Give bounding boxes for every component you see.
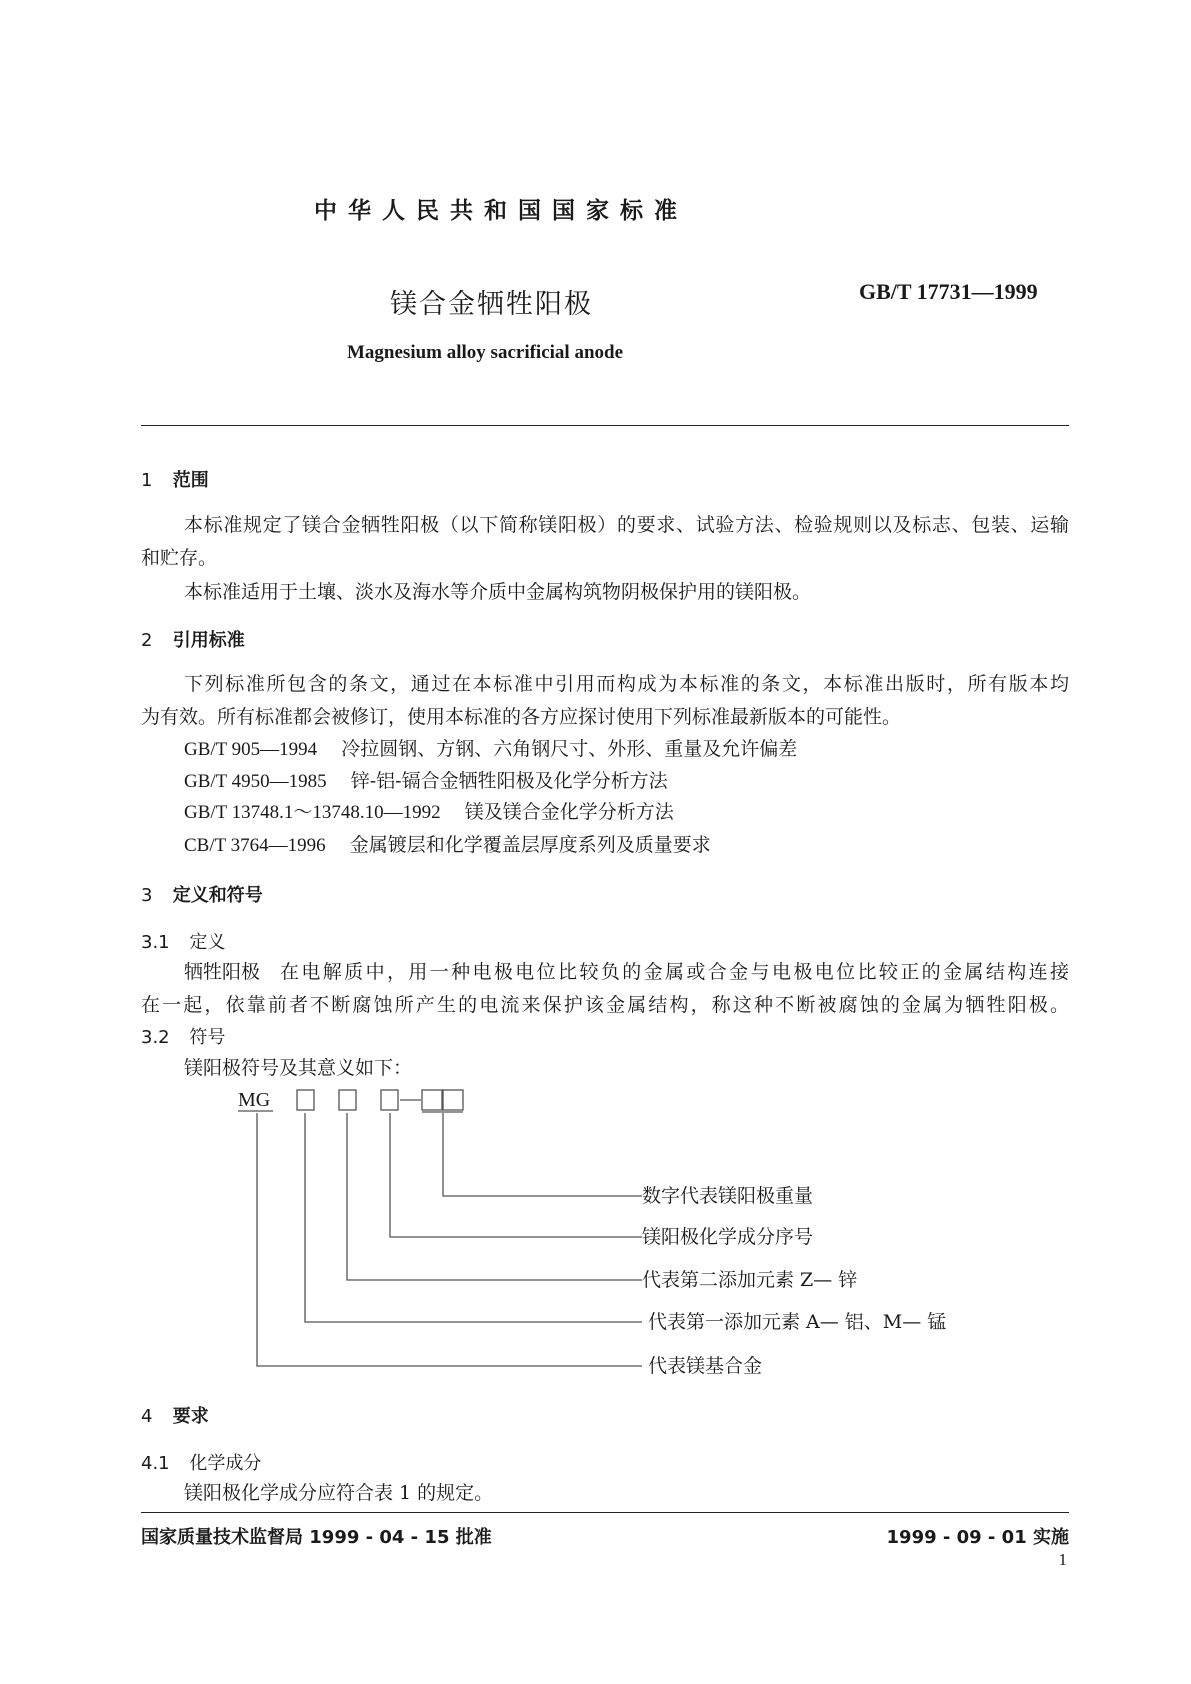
symbol-box [339, 1090, 356, 1110]
reference-title: 镁及镁合金化学分析方法 [464, 801, 674, 823]
definition-text: 在电解质中，用一种电极电位比较负的金属或合金与电极电位比较正的金属结构连接 [280, 961, 1069, 983]
reference-title: 冷拉圆钢、方钢、六角钢尺寸、外形、重量及允许偏差 [341, 738, 798, 760]
reference-code: GB/T 13748.1～13748.10—1992 [184, 802, 441, 823]
legend-first-element: 代表第一添加元素 A— 铝、M— 锰 [648, 1311, 947, 1333]
section-number: 1 [141, 470, 153, 491]
page-number: 1 [1058, 1550, 1067, 1569]
legend-base-alloy: 代表镁基合金 [648, 1355, 763, 1377]
definition-line [184, 959, 1069, 985]
leader-first-element [305, 1113, 642, 1322]
subsection-number: 4.1 [141, 1453, 170, 1474]
paragraph-line: 镁阳极化学成分应符合表 1 的规定。 [184, 1482, 494, 1504]
section-title: 要求 [172, 1406, 209, 1427]
subsection-title: 符号 [189, 1027, 226, 1048]
legend-second-element: 代表第二添加元素 Z— 锌 [642, 1269, 858, 1291]
standard-number: GB/T 17731—1999 [859, 279, 1038, 304]
legend-composition: 镁阳极化学成分序号 [642, 1226, 814, 1248]
section-number: 2 [141, 630, 153, 651]
document-title-cn: 镁合金牺牲阳极 [390, 289, 593, 320]
paragraph-line: 在一起，依靠前者不断腐蚀所产生的电流来保护该金属结构，称这种不断被腐蚀的金属为牺牲阳极。 [141, 994, 1069, 1016]
subsection-title: 化学成分 [189, 1453, 262, 1474]
section-2-heading [141, 626, 245, 652]
subsection-3-2-heading [141, 1023, 225, 1049]
subsection-number: 3.1 [141, 932, 170, 953]
section-1-heading [141, 466, 209, 492]
symbol-box [297, 1090, 314, 1110]
section-title: 范围 [172, 470, 209, 491]
symbol-box [422, 1090, 442, 1110]
definition-term: 牺牲阳极 [184, 961, 261, 983]
reference-title: 金属镀层和化学覆盖层厚度系列及质量要求 [349, 834, 711, 856]
reference-item [184, 768, 668, 795]
leader-composition [390, 1113, 642, 1237]
footer-rule [141, 1512, 1069, 1513]
section-4-heading [141, 1402, 209, 1428]
section-3-heading [141, 881, 263, 907]
national-standard-heading: 中华人民共和国国家标准 [314, 198, 688, 224]
header-rule [141, 425, 1069, 426]
leader-base-alloy [257, 1113, 642, 1366]
leader-weight [443, 1113, 642, 1196]
document-title-en: Magnesium alloy sacrificial anode [347, 342, 624, 363]
paragraph-line: 为有效。所有标准都会被修订，使用本标准的各方应探讨使用下列标准最新版本的可能性。 [141, 706, 902, 728]
section-number: 4 [141, 1406, 153, 1427]
reference-item [184, 799, 674, 826]
reference-code: GB/T 905—1994 [184, 739, 318, 760]
section-title: 定义和符号 [172, 885, 263, 906]
symbol-box [381, 1090, 398, 1110]
subsection-title: 定义 [189, 932, 226, 953]
subsection-number: 3.2 [141, 1027, 170, 1048]
paragraph-line: 和贮存。 [141, 547, 218, 569]
paragraph-line: 本标准规定了镁合金牺牲阳极（以下简称镁阳极）的要求、试验方法、检验规则以及标志、包装、运输 [184, 514, 1069, 536]
symbol-intro: 镁阳极符号及其意义如下： [184, 1057, 413, 1079]
implementation-text: 1999 - 09 - 01 实施 [886, 1527, 1069, 1548]
reference-code: CB/T 3764—1996 [184, 835, 326, 856]
approval-text: 国家质量技术监督局 1999 - 04 - 15 批准 [141, 1527, 492, 1548]
symbol-prefix: MG [238, 1089, 271, 1111]
paragraph-line: 本标准适用于土壤、淡水及海水等介质中金属构筑物阴极保护用的镁阳极。 [184, 581, 812, 603]
reference-item [184, 736, 797, 763]
subsection-4-1-heading [141, 1449, 261, 1475]
reference-code: GB/T 4950—1985 [184, 771, 327, 792]
section-number: 3 [141, 885, 153, 906]
subsection-3-1-heading [141, 928, 225, 954]
leader-second-element [347, 1113, 642, 1280]
reference-item [184, 832, 711, 859]
paragraph-line: 下列标准所包含的条文，通过在本标准中引用而构成为本标准的条文，本标准出版时，所有版本均 [184, 673, 1069, 695]
reference-title: 锌-铝-镉合金牺牲阳极及化学分析方法 [350, 770, 668, 792]
legend-weight: 数字代表镁阳极重量 [642, 1185, 814, 1207]
symbol-box [443, 1090, 463, 1110]
section-title: 引用标准 [172, 630, 245, 651]
